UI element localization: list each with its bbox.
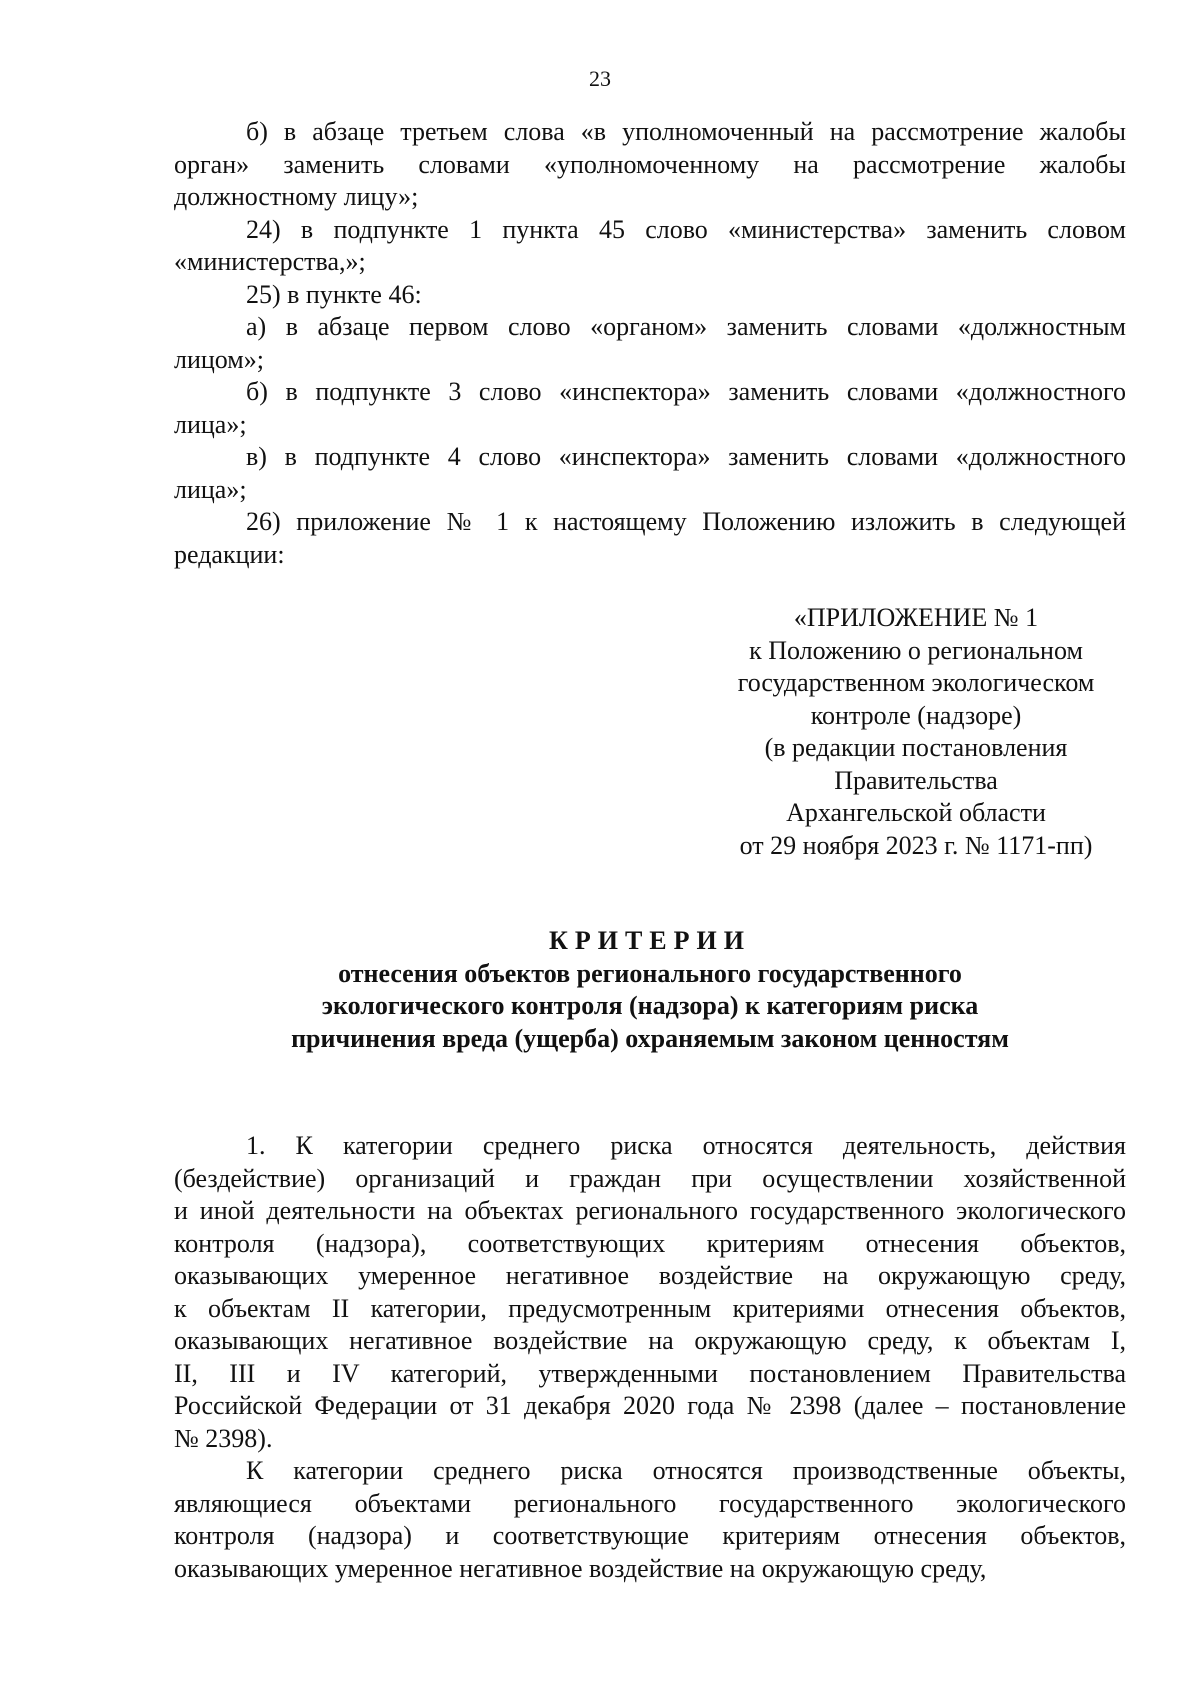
paragraph-line: 24) в подпункте 1 пункта 45 слово «министерства» заменить словом — [246, 214, 1126, 244]
appendix-header-line: к Положению о региональном — [749, 635, 1083, 665]
appendix-header-line: «ПРИЛОЖЕНИЕ № 1 — [793, 603, 1039, 632]
criteria-text — [174, 1130, 1126, 1585]
criteria-title: КРИТЕРИИ — [549, 926, 751, 955]
paragraph-line: контроля (надзора), соответствующих критериям отнесения объектов, — [174, 1228, 1126, 1258]
paragraph — [174, 214, 1126, 279]
appendix-header — [708, 602, 1124, 862]
criteria-heading — [174, 925, 1126, 1055]
paragraph-line: II, III и IV категорий, утвержденными постановлением Правительства — [174, 1358, 1126, 1388]
paragraph-line: лица»; — [174, 474, 247, 504]
paragraph-line: и иной деятельности на объектах регионального государственного экологического — [174, 1196, 1126, 1225]
paragraph — [174, 116, 1126, 214]
paragraph-line: 1. К категории среднего риска относятся деятельность, действия — [246, 1131, 1126, 1160]
paragraph-line: К категории среднего риска относятся производственные объекты, — [246, 1456, 1126, 1485]
appendix-header-line: Архангельской области — [786, 798, 1046, 827]
paragraph-line: в) в подпункте 4 слово «инспектора» заменить словами «должностного — [246, 442, 1126, 471]
criteria-subtitle-line: экологического контроля (надзора) к категориям риска — [321, 991, 979, 1020]
paragraph — [174, 279, 1126, 312]
paragraph-line: «министерства,»; — [174, 247, 366, 276]
paragraph — [174, 1130, 1126, 1455]
appendix-header-line: контроле (надзоре) — [810, 700, 1022, 730]
appendix-header-line: (в редакции постановления — [764, 733, 1068, 762]
paragraph-line: редакции: — [174, 539, 285, 569]
paragraph-line: к объектам II категории, предусмотренным критериями отнесения объектов, — [174, 1293, 1126, 1323]
paragraph-line: № 2398). — [174, 1423, 273, 1453]
appendix-header-line: государственном экологическом — [737, 668, 1095, 697]
paragraph-line: оказывающих негативное воздействие на окружающую среду, к объектам I, — [174, 1326, 1126, 1355]
paragraph-line: Российской Федерации от 31 декабря 2020 года № 2398 (далее – постановление — [174, 1391, 1126, 1420]
paragraph-line: 25) в пункте 46: — [246, 279, 422, 309]
paragraph — [174, 506, 1126, 571]
paragraph-line: оказывающих умеренное негативное воздействие на окружающую среду, — [174, 1261, 1126, 1290]
paragraph-line: б) в абзаце третьем слова «в уполномоченный на рассмотрение жалобы — [246, 117, 1126, 146]
paragraph-line: орган» заменить словами «уполномоченному на рассмотрение жалобы — [174, 149, 1126, 179]
paragraph — [174, 1455, 1126, 1585]
paragraph — [174, 441, 1126, 506]
paragraph-line: лицом»; — [174, 344, 264, 374]
amendment-list-top — [174, 116, 1126, 571]
paragraph-line: контроля (надзора) и соответствующие критериям отнесения объектов, — [174, 1521, 1126, 1550]
appendix-header-line: Правительства — [834, 765, 998, 795]
paragraph — [174, 311, 1126, 376]
paragraph-line: 26) приложение № 1 к настоящему Положению изложить в следующей — [246, 507, 1126, 536]
paragraph-line: а) в абзаце первом слово «органом» заменить словами «должностным — [246, 312, 1126, 341]
paragraph-line: (бездействие) организаций и граждан при осуществлении хозяйственной — [174, 1163, 1126, 1193]
paragraph-line: оказывающих умеренное негативное воздействие на окружающую среду, — [174, 1553, 987, 1583]
page-number: 23 — [589, 66, 611, 91]
paragraph-line: должностному лицу»; — [174, 182, 419, 211]
criteria-subtitle-line: причинения вреда (ущерба) охраняемым законом ценностям — [291, 1023, 1009, 1053]
appendix-header-line: от 29 ноября 2023 г. № 1171-пп) — [739, 830, 1093, 860]
paragraph-line: являющиеся объектами регионального государственного экологического — [174, 1488, 1126, 1518]
criteria-subtitle-line: отнесения объектов регионального государственного — [338, 958, 962, 988]
criteria-subtitle — [174, 958, 1126, 1056]
paragraph — [174, 376, 1126, 441]
paragraph-line: лица»; — [174, 409, 247, 439]
paragraph-line: б) в подпункте 3 слово «инспектора» заменить словами «должностного — [246, 377, 1126, 406]
